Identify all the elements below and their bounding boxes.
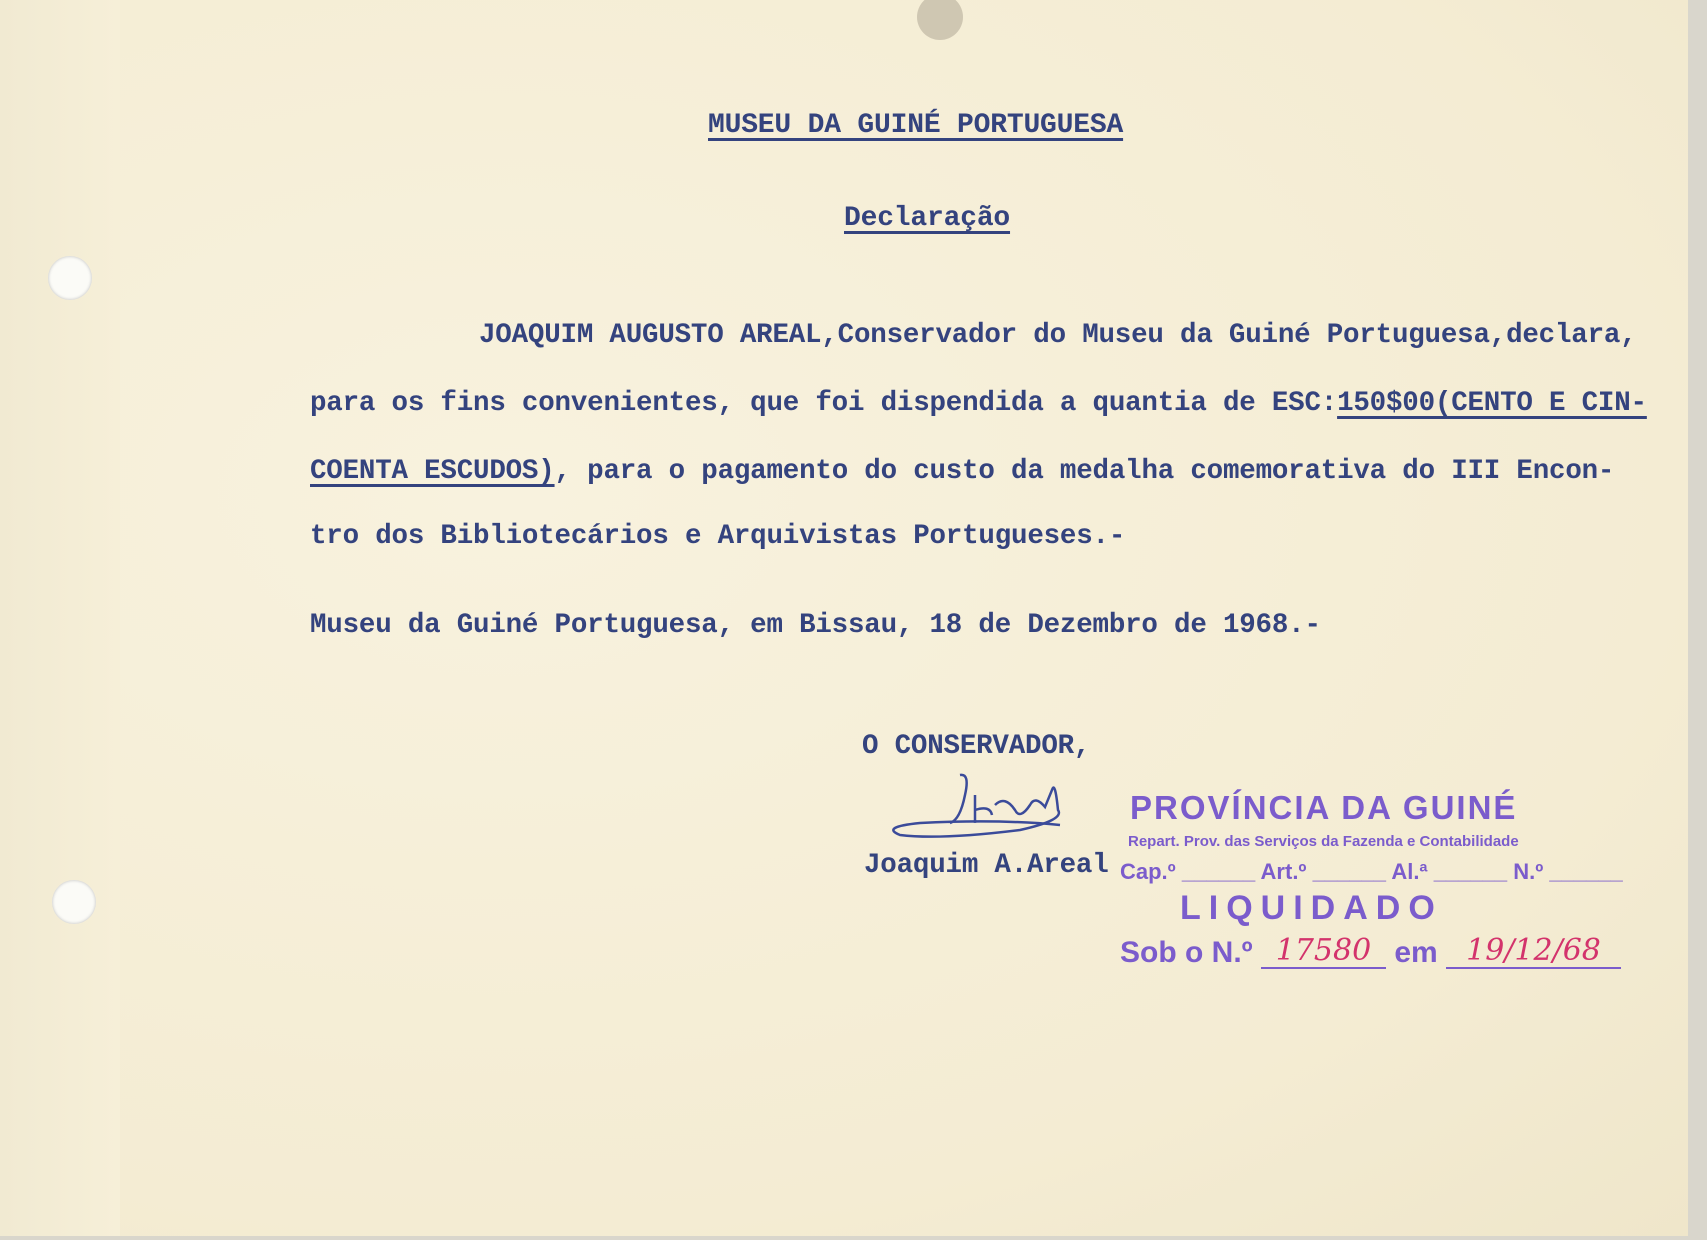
punch-hole (52, 880, 96, 924)
place-date: Museu da Guiné Portuguesa, em Bissau, 18 de Dezembro de 1968.- (310, 610, 1321, 641)
body-line-3 (310, 456, 1614, 487)
body-line-1: JOAQUIM AUGUSTO AREAL,Conservador do Museu da Guiné Portuguesa,declara, (479, 320, 1637, 351)
punch-hole (48, 256, 92, 300)
stamp-number-line (1120, 934, 1621, 969)
stamp-em-label: em (1394, 936, 1438, 969)
body-line-4: tro dos Bibliotecários e Arquivistas Portugueses.- (310, 521, 1126, 552)
signatory-name: Joaquim A.Areal (864, 850, 1109, 881)
stamp-province: PROVÍNCIA DA GUINÉ (1130, 789, 1518, 826)
stamp-liquidado: LIQUIDADO (1180, 889, 1443, 927)
liquidation-stamp (1120, 790, 1680, 990)
body-text: para os fins convenientes, que foi dispendida a quantia de ESC: (310, 388, 1338, 419)
paper-edge (0, 0, 120, 1236)
amount-text-cont: COENTA ESCUDOS) (310, 456, 555, 487)
signature (880, 765, 1120, 845)
stamp-art: Art.º (1260, 859, 1307, 884)
stamp-al: Al.ª (1391, 859, 1428, 884)
document-title: Declaração (844, 203, 1011, 234)
punch-hole-top (917, 0, 963, 40)
stamp-sob-label: Sob o N.º (1120, 936, 1253, 969)
handwritten-number: 17580 (1261, 934, 1386, 969)
stamp-no: N.º (1513, 859, 1544, 884)
amount-text: 150$00(CENTO E CIN- (1337, 388, 1647, 419)
stamp-fields: Cap.º ______ Art.º ______ Al.ª ______ N.º ______ (1120, 859, 1623, 884)
stamp-department: Repart. Prov. das Serviços da Fazenda e Contabilidade (1128, 833, 1519, 850)
body-text: , para o pagamento do custo da medalha comemorativa do III Encon- (554, 456, 1615, 487)
body-line-2 (310, 388, 1647, 419)
signatory-title: O CONSERVADOR, (862, 731, 1091, 762)
document-header: MUSEU DA GUINÉ PORTUGUESA (708, 110, 1124, 141)
handwritten-date: 19/12/68 (1446, 934, 1621, 969)
stamp-cap: Cap.º (1120, 859, 1176, 884)
